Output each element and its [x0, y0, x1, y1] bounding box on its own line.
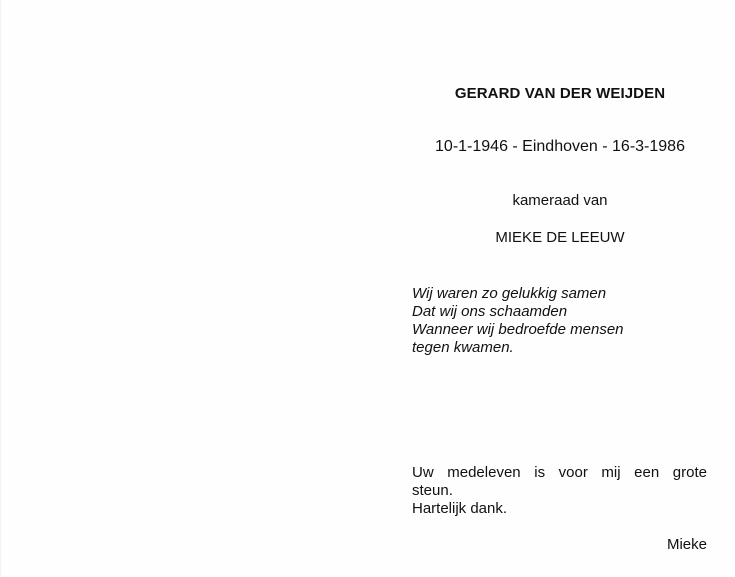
poem-line: tegen kwamen.	[412, 339, 514, 356]
poem-line: Dat wij ons schaamden	[412, 303, 568, 320]
signature: Mieke	[666, 536, 707, 553]
partner-name: MIEKE DE LEEUW	[495, 229, 625, 246]
card-right-panel	[400, 0, 720, 577]
poem-line: Wanneer wij bedroefde mensen	[412, 321, 624, 338]
card-fold-line	[0, 0, 1, 577]
thanks-line: Uw medeleven is voor mij een grote	[412, 464, 707, 481]
life-dates: 10-1-1946 - Eindhoven - 16-3-1986	[435, 138, 685, 155]
deceased-name: GERARD VAN DER WEIJDEN	[454, 85, 666, 102]
relation-text: kameraad van	[512, 192, 608, 209]
thank-you-message	[412, 464, 707, 518]
thanks-line: steun.	[412, 482, 453, 499]
thanks-line: Hartelijk dank.	[412, 500, 508, 517]
poem	[412, 285, 712, 357]
poem-line: Wij waren zo gelukkig samen	[412, 285, 607, 302]
